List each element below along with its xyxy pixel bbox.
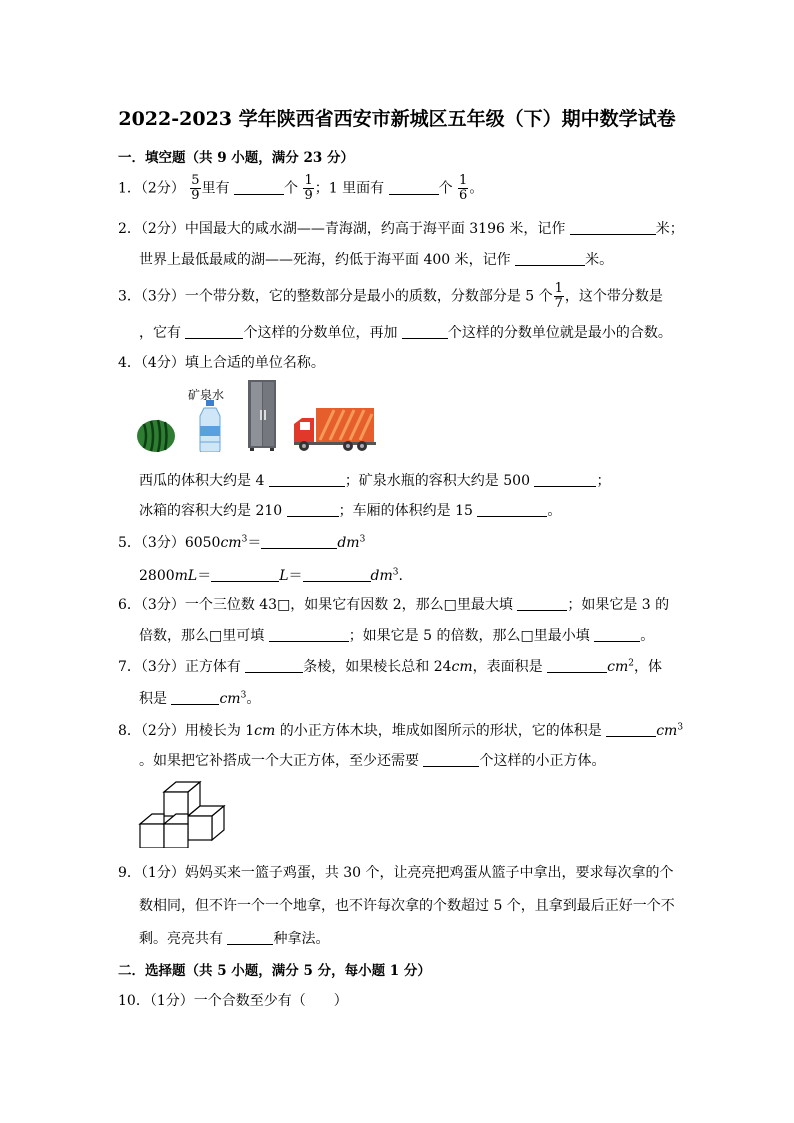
- answer-blank[interactable]: [515, 251, 585, 266]
- question-5-line-2: $2800mL= L= dm^3$.: [139, 567, 403, 584]
- question-3-line-1: 3．（3分）一个带分数，它的整数部分是最小的质数，分数部分是 5 个 $\frac{1}{7}$ ，这个带分数是: [118, 281, 663, 311]
- question-8-line-1: 8．（2分）用棱长为 1cm 的小正方体木块，堆成如图所示的形状，它的体积是 $cm^3$: [118, 722, 684, 739]
- question-2-line-2: 世界上最低最咸的湖——死海，约低于海平面 400 米，记作 米。: [139, 252, 614, 268]
- question-5-line-1: 5．（3分）$6050cm^3= dm^3$: [118, 534, 366, 551]
- exam-title: 2022-2023 学年陕西省西安市新城区五年级（下）期中数学试卷: [118, 108, 676, 130]
- question-8-line-2: 。如果把它补搭成一个大正方体，至少还需要 个这样的小正方体。: [139, 753, 606, 769]
- question-9-line-2: 数相同，但不许一个一个地拿，也不许每次拿的个数超过 5 个，且拿到最后正好一个不: [139, 898, 675, 914]
- question-4: 4．（4分）填上合适的单位名称。: [118, 355, 325, 371]
- question-9-line-1: 9．（1分）妈妈买来一篮子鸡蛋，共 30 个，让亮亮把鸡蛋从篮子中拿出，要求每次拿的个: [118, 865, 674, 881]
- answer-blank[interactable]: [269, 472, 345, 487]
- cube-stack-figure: [136, 778, 228, 848]
- watermelon-icon: [137, 420, 175, 452]
- answer-blank[interactable]: [227, 930, 273, 945]
- question-1: 1．（2分） $\frac{5}{9}$ 里有 个 $\frac{1}{9}$ ；1 里面有 个 $\frac{1}{6}$ 。: [118, 173, 484, 203]
- fraction-5-9: $\frac{5}{9}$: [191, 173, 200, 203]
- answer-blank[interactable]: [547, 658, 607, 673]
- question-2-line-1: 2．（2分）中国最大的咸水湖——青海湖，约高于海平面 3196 米，记作 米；: [118, 221, 684, 237]
- answer-blank[interactable]: [389, 180, 439, 195]
- section-choice-heading: 二．选择题（共 5 小题，满分 5 分，每小题 1 分）: [118, 963, 431, 979]
- answer-blank[interactable]: [477, 502, 547, 517]
- answer-blank[interactable]: [287, 502, 339, 517]
- answer-blank[interactable]: [606, 722, 656, 737]
- question-6-line-1: 6．（3分）一个三位数 43□，如果它有因数 2，那么□里最大填 ；如果它是 3 的: [118, 597, 670, 613]
- answer-blank[interactable]: [234, 180, 284, 195]
- answer-blank[interactable]: [303, 567, 371, 582]
- answer-blank[interactable]: [245, 658, 303, 673]
- answer-blank[interactable]: [185, 324, 243, 339]
- water-bottle-icon: [200, 400, 220, 452]
- truck-icon: [294, 408, 376, 451]
- unit-pictures: [134, 380, 384, 452]
- question-3-line-2: ，它有 个这样的分数单位，再加 个这样的分数单位就是最小的合数。: [139, 325, 672, 341]
- question-4-line-2: 西瓜的体积大约是 4 ；矿泉水瓶的容积大约是 500 ；: [139, 473, 611, 489]
- question-7-line-1: 7．（3分）正方体有 条棱，如果棱长总和 24cm，表面积是 $cm^2$，体: [118, 658, 662, 675]
- question-6-line-2: 倍数，那么□里可填 ；如果它是 5 的倍数，那么□里最小填 。: [139, 628, 655, 644]
- answer-blank[interactable]: [517, 596, 567, 611]
- refrigerator-icon: [248, 380, 276, 451]
- question-4-line-3: 冰箱的容积大约是 210 ；车厢的体积约是 15 。: [139, 503, 562, 519]
- answer-blank[interactable]: [269, 627, 349, 642]
- answer-blank[interactable]: [171, 690, 219, 705]
- answer-blank[interactable]: [594, 627, 640, 642]
- question-10: 10．（1分）一个合数至少有（ ）: [118, 993, 348, 1009]
- section-fill-blank-heading: 一．填空题（共 9 小题，满分 23 分）: [118, 150, 354, 166]
- answer-blank[interactable]: [211, 567, 279, 582]
- answer-blank[interactable]: [570, 220, 656, 235]
- answer-blank[interactable]: [261, 534, 337, 549]
- answer-blank[interactable]: [402, 324, 448, 339]
- answer-blank[interactable]: [534, 472, 596, 487]
- question-7-line-2: 积是 $cm^3$。: [139, 690, 261, 707]
- answer-blank[interactable]: [423, 752, 479, 767]
- question-9-line-3: 剩。亮亮共有 种拿法。: [139, 931, 330, 947]
- bottle-label: 矿泉水: [188, 388, 225, 402]
